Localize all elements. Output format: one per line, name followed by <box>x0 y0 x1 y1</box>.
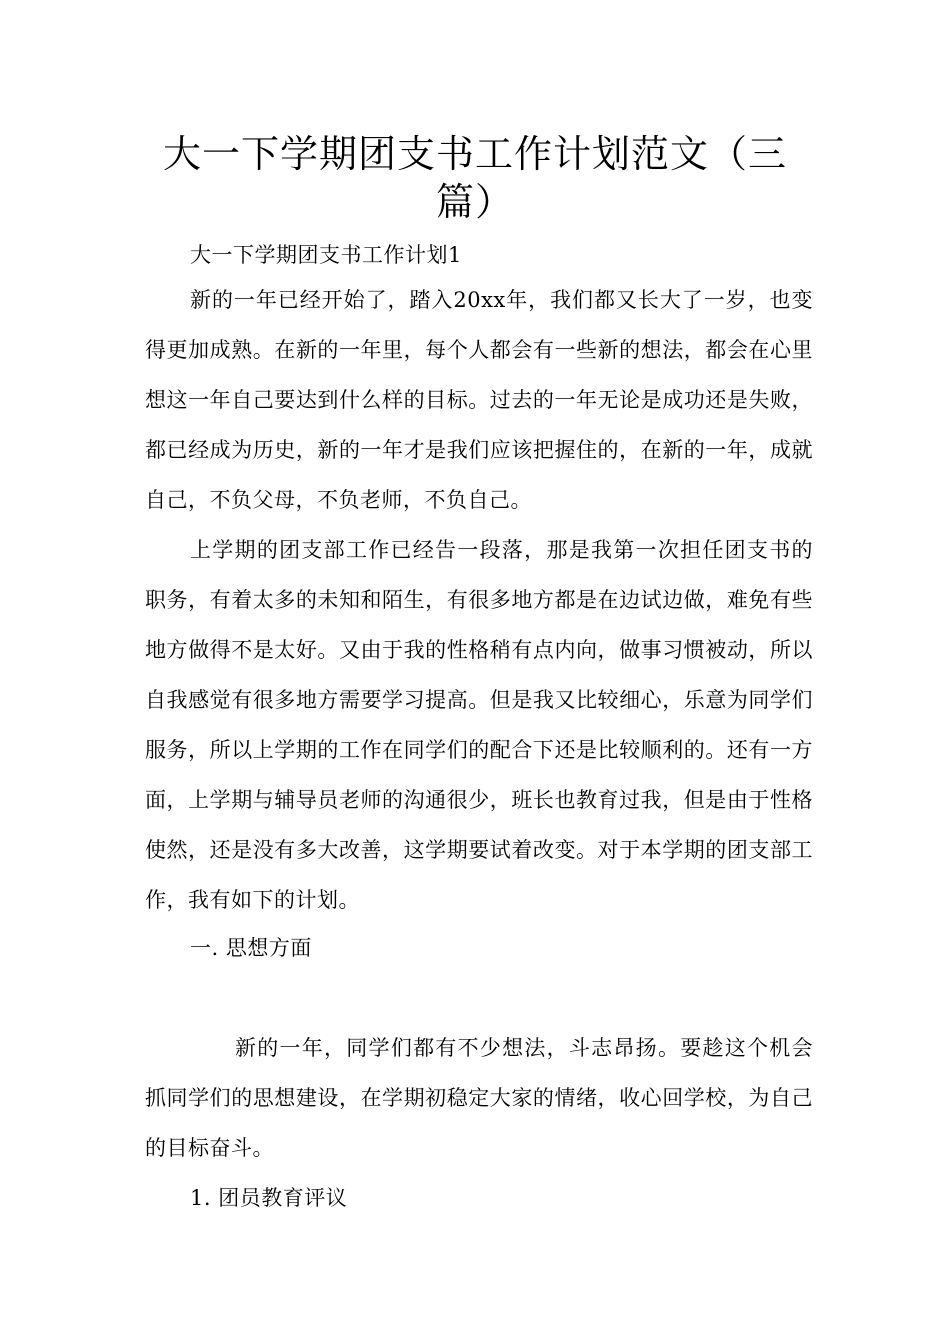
document-title: 大一下学期团支书工作计划范文（三篇） <box>162 132 787 224</box>
review-paragraph: 上学期的团支部工作已经告一段落，那是我第一次担任团支书的职务，有着太多的未知和陌生，有很多地方都是在边试边做，难免有些地方做得不是太好。又由于我的性格稍有点内向，做事习惯被动，所以自我感觉有很多地方需要学习提高。但是我又比较细心，乐意为同学们服务，所以上学期的工作在同学们的配合下还是比较顺利的。还有一方面，上学期与辅导员老师的沟通很少，班长也教育过我，但是由于性格使然，还是没有多大改善，这学期要试着改变。对于本学期的团支部工作，我有如下的计划。 <box>145 538 813 912</box>
thought-paragraph: 新的一年，同学们都有不少想法，斗志昂扬。要趁这个机会抓同学们的思想建设，在学期初稳定大家的情绪，收心回学校，为自己的目标奋斗。 <box>145 1036 813 1160</box>
section-heading-thought: 一. 思想方面 <box>190 936 312 960</box>
intro-paragraph: 新的一年已经开始了，踏入20xx年，我们都又长大了一岁，也变得更加成熟。在新的一年里，每个人都会有一些新的想法，都会在心里想这一年自己要达到什么样的目标。过去的一年无论是成功还是失败，都已经成为历史，新的一年才是我们应该把握住的，在新的一年，成就自己，不负父母，不负老师，不负自己。 <box>145 288 813 512</box>
plan-subheading: 大一下学期团支书工作计划1 <box>190 243 462 267</box>
list-item-member-evaluation: 1. 团员教育评议 <box>190 1186 348 1210</box>
